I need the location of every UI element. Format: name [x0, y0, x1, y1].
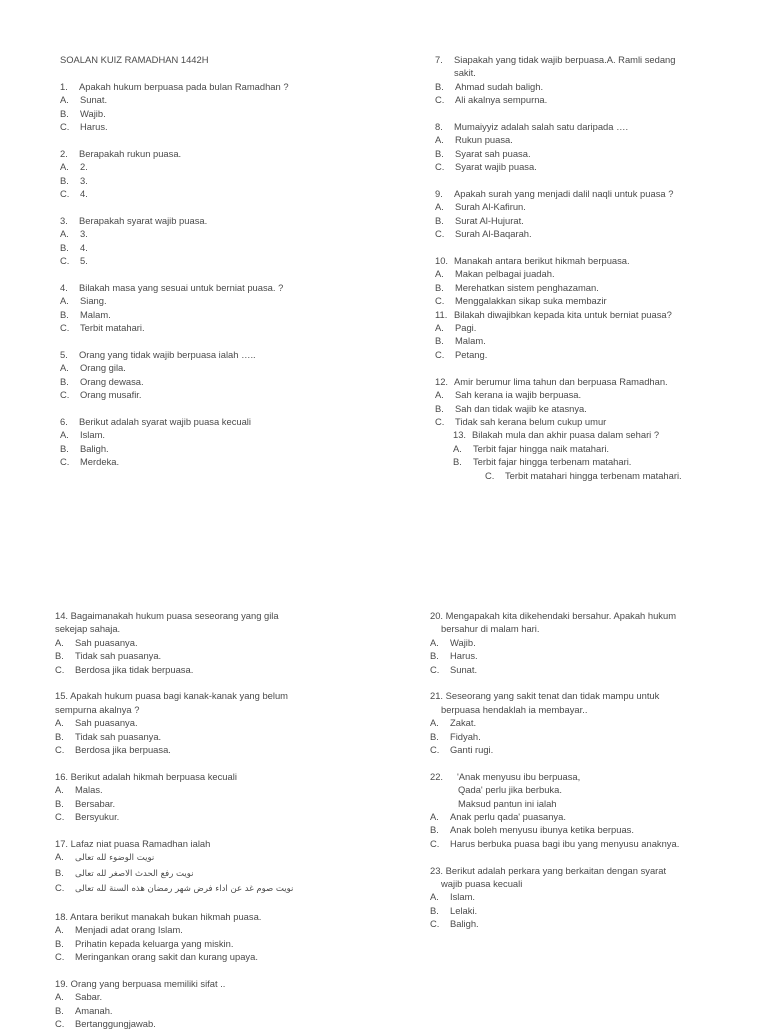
option-text: Amanah.: [75, 1004, 113, 1016]
option-text: Petang.: [455, 348, 488, 360]
option-text: Terbit fajar hingga terbenam matahari.: [473, 456, 632, 468]
question-10: [435, 254, 755, 308]
question-5: [60, 348, 380, 402]
option-text-arabic: نويت صوم غد عن اداء فرض شهر رمضان هذه السنة لله تعالى: [75, 884, 294, 895]
option-text: Malam.: [80, 308, 111, 320]
option-letter: A.: [60, 362, 69, 374]
option-letter: B.: [60, 375, 69, 387]
option-text: Baligh.: [80, 442, 109, 454]
question-text: Orang yang tidak wajib berpuasa ialah …..: [79, 348, 256, 360]
question-number: 6.: [60, 415, 68, 427]
option-text: Ahmad sudah baligh.: [455, 80, 544, 92]
option-text: 2.: [80, 161, 88, 173]
option-text: Syarat sah puasa.: [455, 147, 531, 159]
option-letter: A.: [435, 201, 444, 213]
question-text: Amir berumur lima tahun dan berpuasa Ramadhan.: [454, 375, 668, 387]
option-letter: B.: [430, 824, 439, 836]
option-letter: C.: [55, 663, 65, 675]
question-6: [60, 415, 380, 469]
question-text: Antara berikut manakah bukan hikmah puasa.: [70, 910, 262, 922]
question-4: [60, 281, 380, 335]
option-text: Berdosa jika tidak berpuasa.: [75, 663, 194, 675]
option-text: Anak boleh menyusu ibunya ketika berpuas.: [450, 824, 634, 836]
question-text: Berikut adalah perkara yang berkaitan dengan syarat: [445, 864, 667, 876]
option-letter: B.: [55, 937, 64, 949]
question-9: [435, 187, 755, 241]
option-text: Menjadi adat orang Islam.: [75, 924, 183, 936]
question-number: 9.: [435, 188, 443, 200]
question-text-cont: bersahur di malam hari.: [441, 623, 540, 635]
option-letter: C.: [55, 1018, 65, 1030]
question-text: Manakah antara berikut hikmah berpuasa.: [454, 255, 630, 267]
option-text: Terbit matahari.: [80, 322, 145, 334]
option-text: Orang musafir.: [80, 389, 142, 401]
question-text: Bagaimanakah hukum puasa seseorang yang gila: [70, 610, 279, 621]
question-number: 2.: [60, 147, 68, 159]
option-letter: C.: [430, 837, 440, 849]
option-text: Sah dan tidak wajib ke atasnya.: [455, 402, 587, 414]
question-number: 7.: [435, 54, 443, 65]
option-letter: B.: [55, 797, 64, 809]
option-text: Wajib.: [450, 636, 476, 648]
option-text: Sah puasanya.: [75, 636, 138, 648]
question-text: Berikut adalah hikmah berpuasa kecuali: [70, 770, 237, 782]
question-text: Lafaz niat puasa Ramadhan ialah: [70, 837, 211, 849]
question-number: 1.: [60, 80, 68, 92]
question-number: 8.: [435, 121, 443, 133]
question-3: [60, 214, 380, 268]
question-number: 17.: [55, 837, 69, 849]
option-letter: C.: [435, 348, 445, 360]
question-number: 10.: [435, 255, 449, 267]
option-text: Meringankan orang sakit dan kurang upaya.: [75, 951, 258, 963]
option-text: Baligh.: [450, 918, 479, 930]
question-number: 12.: [435, 375, 449, 387]
option-letter: A.: [55, 784, 64, 796]
option-letter: B.: [430, 904, 439, 916]
option-text: Malas.: [75, 784, 103, 796]
option-letter: A.: [430, 811, 439, 823]
option-text: Wajib.: [80, 107, 106, 119]
option-letter: A.: [435, 134, 444, 146]
option-letter: A.: [60, 429, 69, 441]
question-number: 21.: [430, 690, 444, 702]
question-number: 3.: [60, 214, 68, 226]
option-text: 4.: [80, 188, 88, 200]
option-letter: B.: [60, 107, 69, 119]
option-letter: C.: [55, 882, 65, 894]
option-letter: C.: [485, 469, 495, 481]
option-letter: A.: [60, 161, 69, 173]
question-number: 14.: [55, 610, 69, 621]
option-letter: B.: [453, 456, 462, 468]
option-text: Bersyukur.: [75, 811, 120, 823]
question-text-cont: wajib puasa kecuali: [441, 878, 523, 890]
question-text-cont: Qada' perlu jika berbuka.: [458, 784, 562, 796]
question-23: [430, 864, 760, 931]
option-letter: C.: [60, 389, 70, 401]
option-text: 4.: [80, 241, 88, 253]
question-text: Bilakah masa yang sesuai untuk berniat puasa. ?: [79, 281, 284, 293]
option-letter: C.: [60, 121, 70, 133]
option-letter: C.: [430, 744, 440, 756]
option-text: Merehatkan sistem penghazaman.: [455, 281, 599, 293]
question-text-cont: sakit.: [454, 67, 476, 79]
question-text-cont: Maksud pantun ini ialah: [458, 797, 557, 809]
page2-left-column: [55, 609, 385, 1031]
option-text: Bersabar.: [75, 797, 116, 809]
question-8: [435, 120, 755, 174]
question-18: [55, 910, 385, 964]
question-number: 22.: [430, 770, 444, 782]
option-letter: C.: [55, 811, 65, 823]
option-text: Terbit fajar hingga naik matahari.: [473, 442, 610, 454]
option-letter: B.: [60, 174, 69, 186]
question-number: 11.: [435, 308, 448, 320]
option-letter: A.: [60, 228, 69, 240]
option-letter: B.: [55, 650, 64, 662]
option-text: Sunat.: [450, 663, 478, 675]
question-text: Apakah hukum puasa bagi kanak-kanak yang belum: [70, 690, 288, 702]
question-text: Bilakah mula dan akhir puasa dalam sehari ?: [472, 429, 660, 441]
option-letter: B.: [435, 281, 444, 293]
question-7: [435, 53, 755, 107]
option-text-arabic: نويت رفع الحدث الاصغر لله تعالى: [75, 868, 194, 879]
option-text: Fidyah.: [450, 730, 481, 742]
option-text: Lelaki.: [450, 904, 478, 916]
question-text: Apakah surah yang menjadi dalil naqli untuk puasa ?: [454, 188, 674, 200]
question-19: [55, 977, 385, 1031]
option-text: Ali akalnya sempurna.: [455, 94, 548, 106]
option-letter: B.: [60, 241, 69, 253]
option-letter: C.: [435, 228, 445, 240]
question-text-cont: sekejap sahaja.: [55, 623, 121, 635]
option-letter: C.: [60, 456, 70, 468]
option-letter: A.: [60, 295, 69, 307]
question-text: Apakah hukum berpuasa pada bulan Ramadhan ?: [79, 80, 289, 92]
question-text-cont: sempurna akalnya ?: [55, 703, 140, 715]
option-letter: A.: [453, 442, 462, 454]
quiz-title: SOALAN KUIZ RAMADHAN 1442H: [60, 54, 209, 65]
option-text: Sah kerana ia wajib berpuasa.: [455, 389, 582, 401]
option-text: Surat Al-Hujurat.: [455, 214, 524, 226]
page1-left-column: [60, 53, 380, 469]
option-text: Harus.: [450, 650, 478, 662]
option-text: Sunat.: [80, 94, 108, 106]
option-letter: A.: [435, 268, 444, 280]
option-text: Syarat wajib puasa.: [455, 161, 537, 173]
option-text-arabic: نويت الوضوء لله تعالى: [75, 853, 155, 864]
option-letter: B.: [435, 402, 444, 414]
question-22: [430, 770, 760, 850]
option-letter: B.: [430, 650, 439, 662]
question-2: [60, 147, 380, 201]
option-text: Orang gila.: [80, 362, 126, 374]
question-number: 20.: [430, 610, 444, 621]
option-text: Berdosa jika berpuasa.: [75, 744, 171, 756]
option-text: Ganti rugi.: [450, 744, 494, 756]
option-text: Menggalakkan sikap suka membazir: [455, 295, 607, 307]
question-text: Mengapakah kita dikehendaki bersahur. Apakah hukum: [445, 610, 677, 621]
option-letter: C.: [435, 415, 445, 427]
option-letter: A.: [435, 389, 444, 401]
option-text: Siang.: [80, 295, 107, 307]
option-letter: A.: [55, 924, 64, 936]
option-letter: A.: [60, 94, 69, 106]
option-letter: B.: [435, 214, 444, 226]
option-text: 3.: [80, 174, 88, 186]
question-number: 18.: [55, 910, 69, 922]
option-text: Zakat.: [450, 717, 477, 729]
question-15: [55, 689, 385, 756]
option-letter: A.: [55, 991, 64, 1003]
option-text: Anak perlu qada' puasanya.: [450, 811, 566, 823]
question-20: [430, 609, 760, 676]
option-text: Surah Al-Kafirun.: [455, 201, 526, 213]
option-text: 3.: [80, 228, 88, 240]
option-text: Sabar.: [75, 991, 103, 1003]
question-13: [435, 428, 755, 482]
option-letter: B.: [435, 80, 444, 92]
option-letter: C.: [435, 295, 445, 307]
option-text: 5.: [80, 255, 88, 267]
option-letter: C.: [430, 918, 440, 930]
option-letter: C.: [435, 94, 445, 106]
option-letter: A.: [55, 636, 64, 648]
option-text: Tidak sah puasanya.: [75, 730, 162, 742]
option-text: Harus berbuka puasa bagi ibu yang menyusu anaknya.: [450, 837, 680, 849]
question-number: 23.: [430, 864, 444, 876]
option-letter: B.: [430, 730, 439, 742]
option-text: Makan pelbagai juadah.: [455, 268, 555, 280]
question-number: 13.: [453, 429, 467, 441]
question-text: Bilakah diwajibkan kepada kita untuk berniat puasa?: [454, 308, 672, 320]
option-text: Pagi.: [455, 322, 477, 334]
question-number: 19.: [55, 977, 69, 989]
question-text: 'Anak menyusu ibu berpuasa,: [457, 770, 581, 782]
option-text: Malam.: [455, 335, 486, 347]
option-text: Bertanggungjawab.: [75, 1018, 156, 1030]
option-text: Prihatin kepada keluarga yang miskin.: [75, 937, 234, 949]
question-text: Orang yang berpuasa memiliki sifat ..: [70, 977, 226, 989]
question-1: [60, 80, 380, 134]
option-letter: C.: [60, 188, 70, 200]
option-letter: C.: [430, 663, 440, 675]
option-text: Tidak sah puasanya.: [75, 650, 162, 662]
question-17: [55, 837, 385, 897]
question-text: Seseorang yang sakit tenat dan tidak mampu untuk: [445, 690, 660, 702]
question-number: 4.: [60, 281, 68, 293]
question-number: 5.: [60, 348, 68, 360]
option-letter: B.: [55, 1004, 64, 1016]
option-letter: A.: [430, 717, 439, 729]
option-text: Sah puasanya.: [75, 717, 138, 729]
option-text: Islam.: [450, 891, 476, 903]
option-letter: B.: [60, 442, 69, 454]
question-11: [435, 308, 755, 362]
page2-right-column: [430, 609, 760, 931]
option-text: Terbit matahari hingga terbenam matahari.: [505, 469, 682, 481]
question-number: 15.: [55, 690, 69, 702]
option-letter: B.: [55, 730, 64, 742]
option-letter: C.: [60, 255, 70, 267]
question-12: [435, 375, 755, 429]
option-letter: B.: [435, 147, 444, 159]
option-letter: A.: [435, 322, 444, 334]
option-letter: C.: [60, 322, 70, 334]
question-number: 16.: [55, 770, 69, 782]
option-letter: B.: [55, 866, 64, 878]
question-text: Berapakah syarat wajib puasa.: [79, 214, 208, 226]
option-letter: A.: [55, 851, 64, 863]
option-letter: C.: [55, 951, 65, 963]
option-letter: A.: [430, 891, 439, 903]
question-text: Berikut adalah syarat wajib puasa kecuali: [79, 415, 251, 427]
option-letter: C.: [55, 744, 65, 756]
option-text: Islam.: [80, 429, 106, 441]
option-text: Merdeka.: [80, 456, 120, 468]
option-letter: A.: [55, 717, 64, 729]
option-letter: C.: [435, 161, 445, 173]
option-text: Rukun puasa.: [455, 134, 513, 146]
question-21: [430, 689, 760, 756]
question-text: Berapakah rukun puasa.: [79, 147, 182, 159]
option-letter: B.: [60, 308, 69, 320]
page1-right-column: [435, 53, 755, 482]
option-text: Orang dewasa.: [80, 375, 144, 387]
question-14: [55, 609, 385, 676]
option-text: Tidak sah kerana belum cukup umur: [455, 415, 607, 427]
question-text: Mumaiyyiz adalah salah satu daripada ….: [454, 121, 629, 133]
option-text: Harus.: [80, 121, 108, 133]
option-letter: A.: [430, 636, 439, 648]
question-text: Siapakah yang tidak wajib berpuasa.A. Ramli sedang: [454, 54, 676, 65]
question-text-cont: berpuasa hendaklah ia membayar..: [441, 703, 588, 715]
option-letter: B.: [435, 335, 444, 347]
question-16: [55, 770, 385, 824]
option-text: Surah Al-Baqarah.: [455, 228, 532, 240]
